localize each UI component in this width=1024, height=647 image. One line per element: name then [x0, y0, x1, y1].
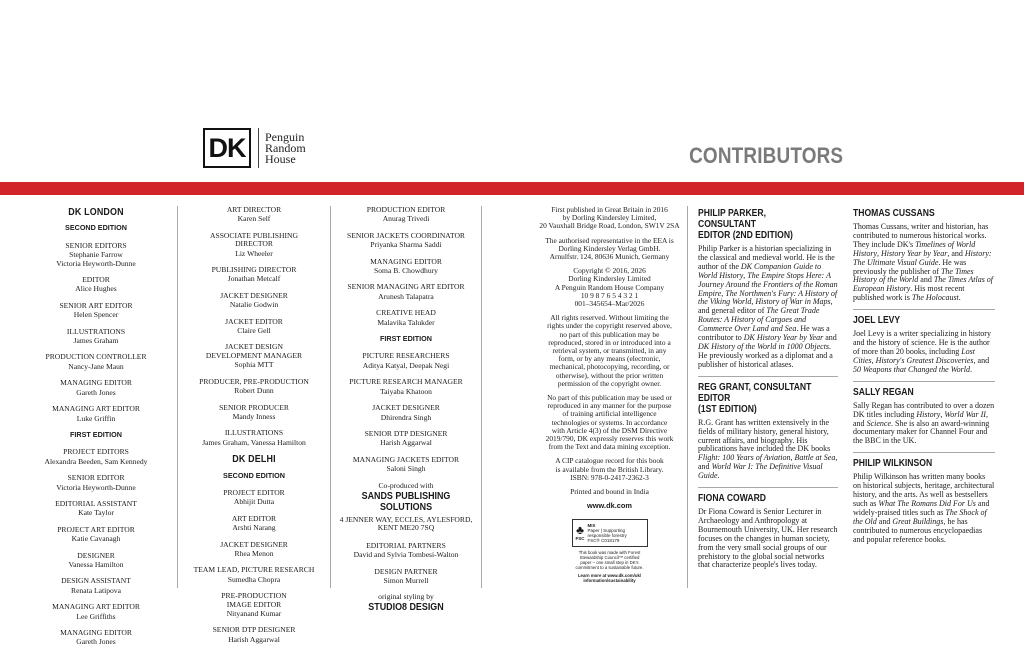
credit-role: ART EDITOR	[231, 513, 277, 523]
bio-divider	[698, 487, 838, 488]
credit-entry	[15, 242, 177, 268]
credit-name: Abhijit Dutta	[233, 497, 275, 507]
co-produced-label: Co-produced with	[378, 480, 434, 490]
credit-role: EDITORIAL ASSISTANT	[55, 498, 137, 508]
section-heading: DK LONDON	[68, 206, 124, 218]
credit-entry	[15, 302, 177, 320]
credit-entry	[178, 292, 330, 310]
contributor-name: JOEL LEVY	[853, 315, 901, 327]
credit-entry	[178, 404, 330, 422]
copublisher-address: 4 JENNER WAY, ECCLES, AYLESFORD, KENT ME20 7SQ	[339, 514, 473, 533]
credit-role: MANAGING EDITOR	[370, 256, 442, 266]
credit-entry	[15, 448, 177, 466]
bio-divider	[698, 376, 838, 377]
contributor-name: PHILIP PARKER, CONSULTANT EDITOR (2ND EDITION)	[698, 208, 793, 241]
credit-entry	[331, 430, 481, 448]
credit-role: DESIGNER	[77, 550, 115, 560]
credit-role: JACKET EDITOR	[225, 316, 283, 326]
credit-name: Anurag Trivedi	[382, 214, 430, 224]
credit-role: SENIOR MANAGING ART EDITOR	[347, 282, 465, 292]
credit-role: PRODUCER, PRE-PRODUCTION	[199, 376, 309, 386]
credit-name: Kate Taylor	[78, 508, 114, 518]
credit-name: Vanessa Hamilton	[68, 559, 124, 569]
credit-role: EDITOR	[82, 275, 110, 285]
fsc-note: This book was made with Forest Stewardship Council™ certified paper – one small step in DK's commitment to a sustainable future.	[575, 549, 644, 570]
credit-name: Arunesh Talapatra	[378, 291, 434, 301]
credit-entry	[15, 328, 177, 346]
section-heading: DK DELHI	[232, 453, 276, 466]
fsc-certification-label: ♣ FSC MIX Paper | Supporting responsible forestry FSC® C018179	[572, 519, 648, 547]
credit-role: EDITORIAL PARTNERS	[366, 540, 446, 550]
credit-entry	[178, 266, 330, 284]
ai-training-notice: No part of this publication may be used or reproduced in any manner for the purpose of training artificial intelligence technologies or systems. In accordance with Article 4(3) of the DSM Directive 2019/790, DK expressly reserves this work from the Text and data mining exception.	[545, 393, 674, 452]
credit-entry	[331, 404, 481, 422]
styling-label: original styling by	[378, 592, 434, 602]
tree-icon: ♣	[576, 523, 584, 537]
credit-role: ART DIRECTOR	[226, 205, 282, 214]
contributor-bio: Philip Parker is a historian specializing in the classical and medieval world. He is the author of the DK Companion Guide to World History, The Empire Stops Here: A Journey Around the Frontiers of the Roman Empire, The Northmen's Fury: A History of the Viking World, History of War in Maps, and general editor of The Great Trade Routes: A History of Cargoes and Commerce Over Land and Sea. He was a contributor to DK History Year by Year and DK History of the World in 1000 Objects. He previously worked as a diplomat and a publisher of historical atlases.	[698, 244, 838, 369]
credit-role: MANAGING ART EDITOR	[52, 602, 140, 612]
credit-role: SENIOR DTP DESIGNER	[212, 625, 296, 635]
credit-entry	[331, 568, 481, 586]
credit-name: Harish Aggarwal	[228, 634, 280, 644]
page-title: CONTRIBUTORS	[688, 143, 843, 168]
credits-group	[331, 206, 481, 327]
credit-role: PICTURE RESEARCHERS	[362, 351, 450, 361]
credit-entry	[15, 552, 177, 570]
credit-name: Luke Griffin	[76, 413, 116, 423]
bio-divider	[853, 452, 995, 453]
studio-name: STUDIO8 DESIGN	[368, 600, 444, 613]
credit-name: Stephanie Farrow Victoria Heyworth-Dunne	[56, 250, 136, 268]
credit-role: PROJECT ART EDITOR	[57, 524, 135, 534]
credit-role: SENIOR DTP DESIGNER	[364, 428, 448, 438]
credit-name: Rhea Menon	[234, 548, 274, 558]
credit-name: Harish Aggarwal	[380, 438, 432, 448]
credit-entry	[15, 577, 177, 595]
credit-name: Arshti Narang	[232, 523, 276, 533]
eea-representative: The authorised representative in the EEA is Dorling Kindersley Verlag GmbH. Arnulfstr. 124, 80636 Munich, Germany	[545, 235, 674, 262]
contributor-bio: R.G. Grant has written extensively in the fields of military history, general history, current affairs, and biography. His publications have included the DK books Flight: 100 Years of Aviation, Battle at Sea, and World War I: The Definitive Visual Guide.	[698, 417, 838, 481]
credits-group	[178, 206, 330, 447]
credit-role: SENIOR EDITORS	[65, 240, 127, 250]
contributor-name: PHILIP WILKINSON	[853, 458, 933, 470]
credit-entry	[178, 566, 330, 584]
credits-column-2	[178, 205, 331, 644]
credit-name: Gareth Jones	[76, 387, 116, 397]
credit-entry	[15, 405, 177, 423]
edition-subheading: SECOND EDITION	[65, 223, 127, 233]
credit-name: Dhirendra Singh	[380, 412, 432, 422]
credit-role: CREATIVE HEAD	[376, 308, 436, 318]
contributor-bio: Philip Wilkinson has written many books on historical subjects, heritage, architectural history, and the arts. As well as bestsellers such as What The Romans Did For Us and widely-praised titles such as The Shock of the Old and Great Buildings, he has contributed to numerous encyclopaedias and popular reference books.	[853, 472, 995, 544]
publisher-logo	[203, 128, 306, 168]
credit-entry	[178, 232, 330, 258]
credit-role: PROJECT EDITORS	[63, 447, 129, 457]
credit-name: Gareth Jones	[76, 637, 116, 647]
copyright-column	[532, 206, 688, 588]
credit-role: MANAGING EDITOR	[60, 628, 132, 637]
credit-name: Sumedha Chopra	[227, 574, 281, 584]
credit-name: Karen Self	[237, 214, 271, 224]
credit-entry	[178, 515, 330, 533]
credit-entry	[331, 542, 481, 560]
copyright-notice: Copyright © 2016, 2026 Dorling Kindersley Limited A Penguin Random House Company 10 9 8 7 6 5 4 3 2 1 001–345654–Mar/2026	[554, 266, 665, 309]
credits-group	[331, 352, 481, 473]
credit-role: JACKET DESIGNER	[220, 290, 288, 300]
contributor-bio: Dr Fiona Coward is Senior Lecturer in Archaeology and Anthropology at Bournemouth University, UK. Her research focuses on the changes in human society, from the very small social groups of our prehistory to the global social networks that characterize people's lives today.	[698, 507, 838, 570]
credit-entry	[178, 626, 330, 644]
credit-entry	[331, 232, 481, 250]
edition-subheading: FIRST EDITION	[380, 334, 432, 344]
credit-entry	[178, 541, 330, 559]
credit-name: Taiyaba Khatoon	[380, 386, 432, 396]
credit-entry	[15, 526, 177, 544]
credit-entry	[15, 603, 177, 621]
contributor-bio: Joel Levy is a writer specializing in history and the history of science. He is the author of more than 20 books, including Lost Cities, History's Greatest Discoveries, and 50 Weapons that Changed the World.	[853, 329, 991, 374]
credits-group	[178, 489, 330, 644]
credit-role: SENIOR ART EDITOR	[59, 300, 133, 310]
credit-name: Saloni Singh	[386, 464, 426, 474]
credit-entry	[15, 629, 177, 647]
credit-entry	[331, 283, 481, 301]
credit-role: ASSOCIATE PUBLISHING DIRECTOR	[210, 230, 298, 249]
credit-role: DESIGN PARTNER	[374, 566, 438, 576]
credit-role: JACKET DESIGNER	[220, 539, 288, 549]
credit-name: Alexandra Beeden, Sam Kennedy	[44, 456, 148, 466]
dk-logo-mark: DK	[203, 128, 251, 168]
credit-entry	[178, 489, 330, 507]
credit-name: Aditya Katyal, Deepak Negi	[362, 360, 450, 370]
contributor-bio: Thomas Cussans, writer and historian, has contributed to numerous historical works. They include DK's Timelines of World History, History Year by Year, and History: The Ultimate Visual Guide. He was previously the publisher of The Times History of the World and The Times Atlas of European History. His most recent published work is The Holocaust.	[853, 222, 994, 303]
credit-name: Katie Cavanagh	[71, 534, 121, 544]
credit-entry	[178, 343, 330, 369]
credit-entry	[331, 206, 481, 224]
contributor-name: REG GRANT, CONSULTANT EDITOR (1ST EDITION)	[698, 381, 812, 415]
printed-in: Printed and bound in India	[570, 487, 649, 497]
credit-entry	[15, 353, 177, 371]
credit-role: DESIGN ASSISTANT	[61, 576, 131, 586]
credit-entry	[15, 379, 177, 397]
credit-name: Helen Spencer	[73, 310, 119, 320]
credits-group	[15, 242, 177, 423]
credit-role: MANAGING ART EDITOR	[52, 404, 140, 414]
credit-entry	[331, 352, 481, 370]
credit-name: Lee Griffiths	[76, 611, 116, 621]
credits-group	[15, 448, 177, 647]
credit-entry	[15, 474, 177, 492]
credit-entry	[178, 206, 330, 224]
credit-name: Nancy-Jane Maun	[68, 361, 124, 371]
logo-divider	[258, 128, 259, 168]
credits-column-dk-london	[15, 206, 178, 647]
contributor-bio: Sally Regan has contributed to over a dozen DK titles including History, World War II, and Science. She is also an award-winning documentary maker for Channel Four and the BBC in the UK.	[853, 400, 995, 446]
header-red-bar	[0, 182, 1024, 195]
credit-role: SENIOR JACKETS COORDINATOR	[347, 230, 465, 240]
credit-role: PICTURE RESEARCH MANAGER	[349, 377, 463, 387]
credit-role: JACKET DESIGNER	[372, 403, 440, 413]
credit-role: PUBLISHING DIRECTOR	[211, 265, 297, 275]
credit-name: Priyanka Sharma Saddi	[370, 240, 442, 250]
credit-role: JACKET DESIGN DEVELOPMENT MANAGER	[205, 342, 303, 360]
credit-name: James Graham, Vanessa Hamilton	[202, 437, 306, 447]
credit-entry	[15, 276, 177, 294]
credit-entry	[178, 592, 330, 618]
sustainability-link[interactable]: Learn more at www.dk.com/uk/ information/sustainability	[577, 572, 642, 583]
credit-name: Alice Hughes	[75, 284, 117, 294]
credit-name: Jonathan Metcalf	[227, 274, 281, 284]
credit-name: Simon Murrell	[383, 575, 429, 585]
contributor-name: THOMAS CUSSANS	[853, 208, 935, 219]
credit-name: James Graham	[73, 336, 119, 346]
credit-role: MANAGING JACKETS EDITOR	[352, 454, 460, 464]
credit-name: Renata Latipova	[71, 585, 121, 595]
website-link[interactable]: www.dk.com	[587, 501, 632, 511]
credits-column-3	[331, 205, 482, 613]
credit-role: ILLUSTRATIONS	[66, 326, 126, 336]
credit-name: Mandy Inness	[232, 411, 276, 421]
bio-divider	[853, 309, 995, 310]
credit-entry	[178, 378, 330, 396]
credit-entry	[331, 309, 481, 327]
contributor-name: SALLY REGAN	[853, 386, 914, 398]
penguin-random-house-wordmark: Penguin Random House	[265, 129, 306, 166]
contributor-bios-right	[853, 206, 995, 544]
credit-name: Natalie Godwin	[229, 300, 279, 310]
credit-name: Soma B. Chowdhury	[374, 266, 438, 276]
credit-entry	[331, 258, 481, 276]
credit-role: TEAM LEAD, PICTURE RESEARCH	[193, 565, 315, 575]
credit-entry	[331, 378, 481, 396]
edition-subheading: FIRST EDITION	[70, 429, 122, 439]
credit-name: Robert Dunn	[234, 386, 274, 396]
credit-role: PRODUCTION EDITOR	[366, 205, 446, 214]
credit-name: Liz Wheeler	[235, 248, 273, 258]
credit-name: Malavika Talukder	[377, 317, 435, 327]
contributor-name: FIONA COWARD	[698, 493, 767, 505]
publication-notice: First published in Great Britain in 2016 by Dorling Kindersley Limited, 20 Vauxhall Bridge Road, London, SW1V 2SA	[539, 205, 680, 231]
copublisher-name: SANDS PUBLISHING SOLUTIONS	[361, 489, 451, 513]
contributor-bios-left	[698, 206, 838, 570]
credit-role: ILLUSTRATIONS	[224, 428, 284, 438]
credit-entry	[178, 318, 330, 336]
cip-record: A CIP catalogue record for this book is available from the British Library. ISBN: 978-0-2417-2362-3	[555, 456, 664, 482]
credit-role: PRODUCTION CONTROLLER	[45, 352, 147, 362]
rights-reserved: All rights reserved. Without limiting the rights under the copyright reserved above, no part of this publication may be reproduced, stored in or introduced into a retrieval system, or transmitted, in any form, or by any means (electronic, mechanical, photocopying, recording, or otherwise), without the prior written permission of the copyright owner.	[547, 313, 672, 388]
credit-name: Nityanand Kumar	[226, 609, 282, 618]
credit-entry	[331, 456, 481, 474]
bio-divider	[853, 381, 995, 382]
credit-role: PROJECT EDITOR	[223, 487, 285, 497]
credit-name: Victoria Heyworth-Dunne	[56, 482, 136, 492]
credit-role: SENIOR EDITOR	[67, 473, 125, 483]
credit-role: SENIOR PRODUCER	[219, 402, 289, 412]
credit-name: David and Sylvia Tombesi-Walton	[353, 550, 459, 560]
edition-subheading: SECOND EDITION	[223, 470, 285, 480]
credit-role: MANAGING EDITOR	[60, 378, 132, 388]
credit-entry	[15, 500, 177, 518]
credit-role: PRE-PRODUCTION IMAGE EDITOR	[221, 591, 287, 609]
credit-name: Claire Gell	[237, 326, 271, 336]
credits-group	[331, 542, 481, 586]
credit-name: Sophia MTT	[234, 360, 274, 370]
credit-entry	[178, 429, 330, 447]
